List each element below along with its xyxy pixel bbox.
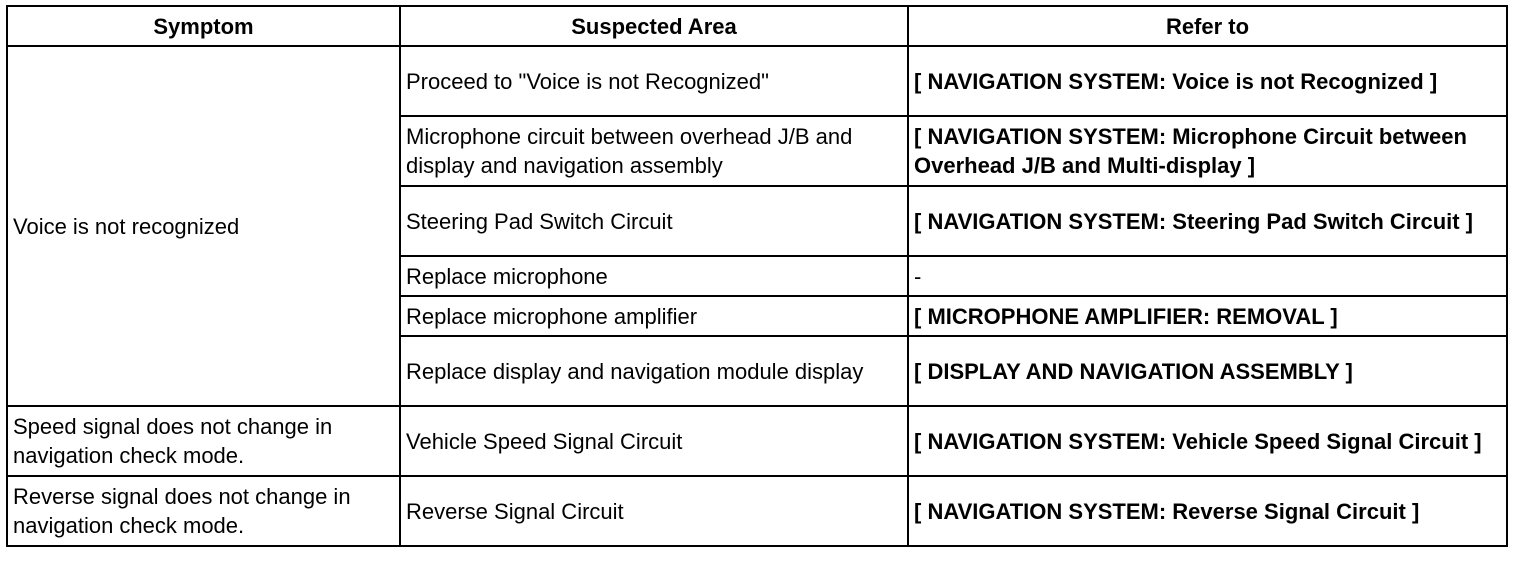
header-refer-to: Refer to xyxy=(908,6,1507,46)
suspected-area-cell: Microphone circuit between overhead J/B and display and navigation assembly xyxy=(400,116,908,186)
refer-to-cell: [ NAVIGATION SYSTEM: Steering Pad Switch Circuit ] xyxy=(908,186,1507,256)
refer-to-cell: [ NAVIGATION SYSTEM: Reverse Signal Circuit ] xyxy=(908,476,1507,546)
suspected-area-cell: Vehicle Speed Signal Circuit xyxy=(400,406,908,476)
refer-to-cell: [ NAVIGATION SYSTEM: Vehicle Speed Signal Circuit ] xyxy=(908,406,1507,476)
table-row xyxy=(7,46,1507,116)
refer-to-cell: [ NAVIGATION SYSTEM: Microphone Circuit between Overhead J/B and Multi-display ] xyxy=(908,116,1507,186)
refer-to-cell: [ DISPLAY AND NAVIGATION ASSEMBLY ] xyxy=(908,336,1507,406)
header-row xyxy=(7,6,1507,46)
header-symptom: Symptom xyxy=(7,6,400,46)
suspected-area-cell: Replace microphone amplifier xyxy=(400,296,908,336)
diagnostic-table xyxy=(6,5,1508,547)
suspected-area-cell: Steering Pad Switch Circuit xyxy=(400,186,908,256)
suspected-area-cell: Replace microphone xyxy=(400,256,908,296)
symptom-cell: Speed signal does not change in navigation check mode. xyxy=(7,406,400,476)
refer-to-cell: - xyxy=(908,256,1507,296)
symptom-cell: Voice is not recognized xyxy=(7,46,400,406)
header-suspected-area: Suspected Area xyxy=(400,6,908,46)
table-row xyxy=(7,476,1507,546)
suspected-area-cell: Reverse Signal Circuit xyxy=(400,476,908,546)
suspected-area-cell: Replace display and navigation module display xyxy=(400,336,908,406)
table-row xyxy=(7,406,1507,476)
refer-to-cell: [ MICROPHONE AMPLIFIER: REMOVAL ] xyxy=(908,296,1507,336)
refer-to-cell: [ NAVIGATION SYSTEM: Voice is not Recognized ] xyxy=(908,46,1507,116)
symptom-cell: Reverse signal does not change in navigation check mode. xyxy=(7,476,400,546)
suspected-area-cell: Proceed to "Voice is not Recognized" xyxy=(400,46,908,116)
